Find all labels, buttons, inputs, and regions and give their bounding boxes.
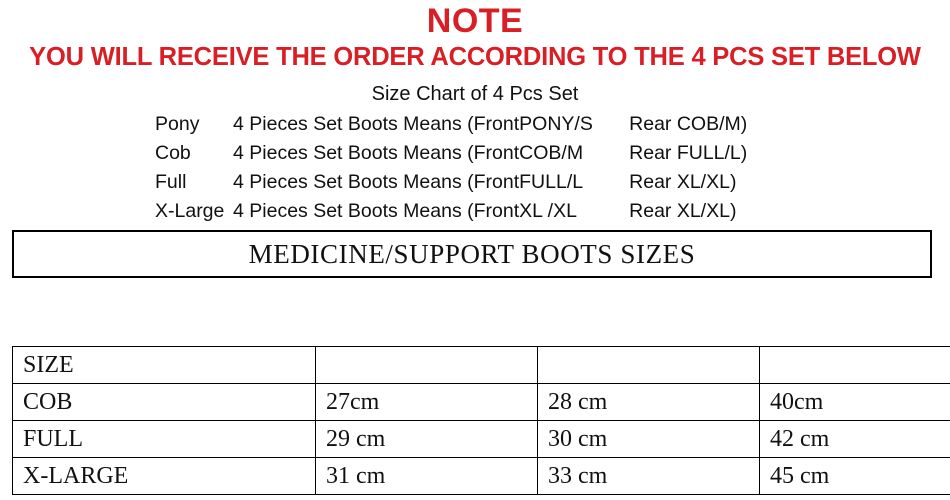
cell-size: COB: [13, 384, 316, 421]
set-front-value: FULL/L: [519, 168, 623, 197]
set-front-value: PONY/S: [519, 110, 623, 139]
set-rear-value: Rear XL/XL): [623, 168, 795, 197]
size-chart-title: Size Chart of 4 Pcs Set: [0, 82, 950, 106]
set-size-label: Pony: [155, 110, 233, 139]
section-banner-text: MEDICINE/SUPPORT BOOTS SIZES: [249, 239, 696, 270]
size-table: [12, 346, 950, 495]
note-title: NOTE: [0, 2, 950, 40]
cell-measure-3: 42 cm: [760, 421, 950, 458]
cell-measure-1: 27cm: [316, 384, 538, 421]
set-rear-value: Rear XL/XL): [623, 197, 795, 226]
column-header-2: [316, 347, 538, 384]
list-item: [155, 110, 795, 139]
column-header-size: SIZE: [13, 347, 316, 384]
set-description: 4 Pieces Set Boots Means (Front: [233, 110, 519, 139]
set-rear-value: Rear COB/M): [623, 110, 795, 139]
cell-measure-2: 28 cm: [538, 384, 760, 421]
section-banner: [12, 230, 932, 278]
cell-measure-3: 40cm: [760, 384, 950, 421]
cell-size: X-LARGE: [13, 458, 316, 495]
set-size-label: Full: [155, 168, 233, 197]
cell-measure-1: 29 cm: [316, 421, 538, 458]
set-size-label: Cob: [155, 139, 233, 168]
list-item: [155, 197, 795, 226]
column-header-4: [760, 347, 950, 384]
cell-size: FULL: [13, 421, 316, 458]
list-item: [155, 168, 795, 197]
cell-measure-2: 30 cm: [538, 421, 760, 458]
cell-measure-1: 31 cm: [316, 458, 538, 495]
table-row: [13, 421, 950, 458]
table-header-row: [13, 347, 950, 384]
set-rear-value: Rear FULL/L): [623, 139, 795, 168]
cell-measure-2: 33 cm: [538, 458, 760, 495]
set-description: 4 Pieces Set Boots Means (Front: [233, 168, 519, 197]
document-page: [0, 2, 950, 500]
cell-measure-3: 45 cm: [760, 458, 950, 495]
table-row: [13, 458, 950, 495]
set-description: 4 Pieces Set Boots Means (Front: [233, 139, 519, 168]
set-description-list: [155, 110, 795, 226]
list-item: [155, 139, 795, 168]
set-description: 4 Pieces Set Boots Means (Front: [233, 197, 519, 226]
set-size-label: X-Large: [155, 197, 233, 226]
column-header-3: [538, 347, 760, 384]
set-front-value: COB/M: [519, 139, 623, 168]
note-subtitle: YOU WILL RECEIVE THE ORDER ACCORDING TO THE 4 PCS SET BELOW: [0, 42, 950, 72]
set-front-value: XL /XL: [519, 197, 623, 226]
table-row: [13, 384, 950, 421]
